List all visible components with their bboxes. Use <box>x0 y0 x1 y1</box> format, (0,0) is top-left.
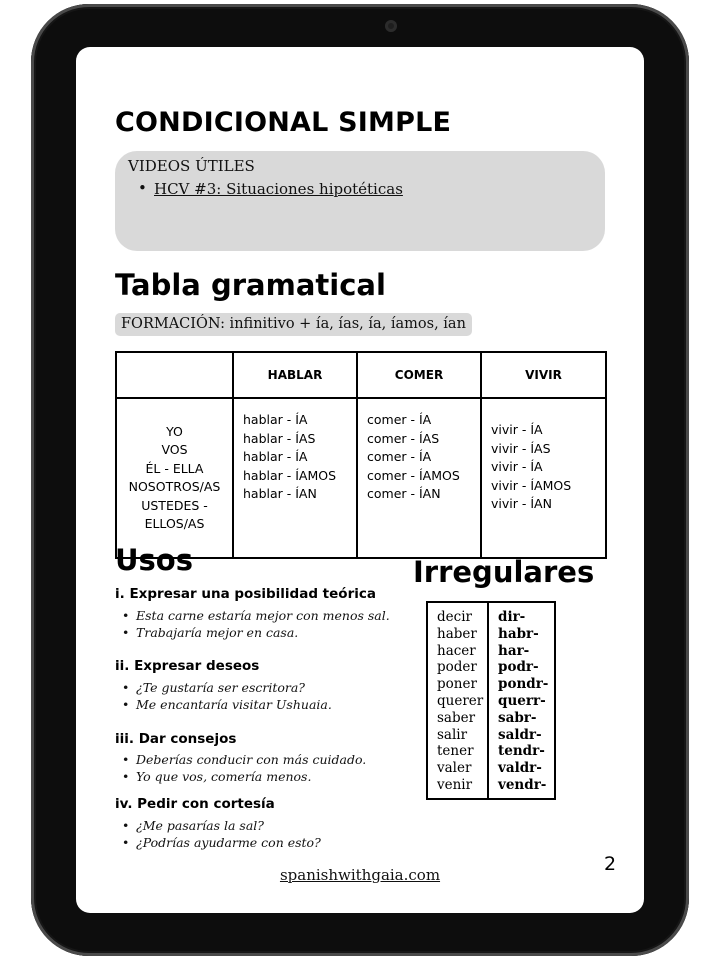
page-title: CONDICIONAL SIMPLE <box>115 107 452 138</box>
infinitive: poner <box>437 676 477 693</box>
irregular-stem: podr- <box>498 659 539 676</box>
infinitive: hacer <box>437 642 476 659</box>
example-text: Me encantaría visitar Ushuaia. <box>136 697 332 712</box>
video-link[interactable]: HCV #3: Situaciones hipotéticas <box>154 180 403 198</box>
page-number: 2 <box>604 853 617 875</box>
table-row <box>427 602 555 799</box>
irregular-stem: saldr- <box>498 726 542 743</box>
uso-example: • Deberías conducir con más cuidado. <box>122 752 367 767</box>
hablar-cell <box>233 398 357 558</box>
example-text: ¿Te gustaría ser escritora? <box>136 680 306 695</box>
example-text: Esta carne estaría mejor con menos sal. <box>136 608 390 623</box>
conjugation: comer - ÍAS <box>367 430 440 446</box>
pronoun: NOSOTROS/AS <box>128 479 221 494</box>
conjugation: vivir - ÍA <box>491 422 543 437</box>
infinitive: decir <box>437 609 472 625</box>
example-text: Yo que vos, comería menos. <box>136 769 312 784</box>
videos-heading: VIDEOS ÚTILES <box>128 157 255 175</box>
conjugation: hablar - ÍAS <box>243 430 316 446</box>
uso-heading: i. Expresar una posibilidad teórica <box>115 586 376 602</box>
header-hablar: HABLAR <box>233 352 357 398</box>
infinitive: salir <box>437 726 468 743</box>
conjugation: hablar - ÍA <box>243 449 308 464</box>
footer-link[interactable]: spanishwithgaia.com <box>279 866 441 884</box>
uso-example: • Yo que vos, comería menos. <box>122 769 312 784</box>
irregular-stem: vendr- <box>498 776 547 793</box>
conjugation: comer - ÍA <box>367 449 432 464</box>
example-text: Deberías conducir con más cuidado. <box>136 752 367 767</box>
formation-rule: FORMACIÓN: infinitivo + ía, ías, ía, íamos, ían <box>115 313 472 336</box>
bullet-icon: • <box>138 179 147 197</box>
pronoun: USTEDES - <box>141 497 208 513</box>
example-text: ¿Me pasarías la sal? <box>136 818 264 833</box>
comer-cell <box>357 398 481 558</box>
stems-column <box>488 602 555 799</box>
pronoun: YO <box>166 423 183 439</box>
infinitive: querer <box>437 692 484 709</box>
conjugation: vivir - ÍAS <box>491 440 551 456</box>
uso-heading: iii. Dar consejos <box>115 731 237 747</box>
conjugation: hablar - ÍAMOS <box>243 467 337 483</box>
conjugation: comer - ÍAMOS <box>367 467 460 483</box>
irregular-stem: valdr- <box>498 760 542 777</box>
irregular-stem: dir- <box>498 609 526 625</box>
vivir-cell <box>481 398 606 558</box>
uso-example: • ¿Podrías ayudarme con esto? <box>122 835 321 850</box>
usos-title: Usos <box>115 543 193 577</box>
conjugation: hablar - ÍAN <box>243 486 317 501</box>
pronoun: ÉL - ELLA <box>145 460 204 476</box>
irregulares-title: Irregulares <box>413 555 595 589</box>
uso-example: • Esta carne estaría mejor con menos sal. <box>122 608 390 623</box>
irregular-stem: querr- <box>498 692 546 709</box>
header-vivir: VIVIR <box>481 352 606 398</box>
conjugation: hablar - ÍA <box>243 412 308 427</box>
conjugation: vivir - ÍAMOS <box>491 477 572 493</box>
uso-example: • Me encantaría visitar Ushuaia. <box>122 697 332 712</box>
irregular-verbs-table <box>426 601 556 800</box>
pronouns-cell <box>116 398 233 558</box>
pronoun: VOS <box>161 442 188 457</box>
uso-heading: iv. Pedir con cortesía <box>115 796 275 812</box>
header-empty <box>116 352 233 398</box>
grammar-table <box>115 351 607 559</box>
infinitive: valer <box>437 760 472 777</box>
grammar-table-title: Tabla gramatical <box>115 268 386 302</box>
document-page <box>76 47 644 913</box>
table-header-row <box>116 352 606 398</box>
infinitive: saber <box>437 709 476 726</box>
example-text: ¿Podrías ayudarme con esto? <box>136 835 321 850</box>
irregular-stem: tendr- <box>498 743 545 760</box>
irregular-stem: habr- <box>498 625 539 642</box>
videos-box <box>115 151 605 251</box>
irregular-stem: pondr- <box>498 676 549 693</box>
camera-icon <box>385 20 397 32</box>
irregular-stem: sabr- <box>498 709 537 726</box>
uso-example: • ¿Me pasarías la sal? <box>122 818 264 833</box>
infinitive: poder <box>437 659 477 676</box>
infinitive: venir <box>437 776 473 793</box>
uso-heading: ii. Expresar deseos <box>115 658 260 674</box>
infinitive: haber <box>437 625 477 642</box>
uso-example: • Trabajaría mejor en casa. <box>122 625 299 640</box>
example-text: Trabajaría mejor en casa. <box>136 625 299 640</box>
infinitives-column <box>427 602 488 799</box>
infinitive: tener <box>437 743 474 760</box>
pronoun: ELLOS/AS <box>144 516 205 531</box>
conjugation: vivir - ÍAN <box>491 496 552 511</box>
uso-example: • ¿Te gustaría ser escritora? <box>122 680 306 695</box>
header-comer: COMER <box>357 352 481 398</box>
conjugation: vivir - ÍA <box>491 459 543 474</box>
conjugation: comer - ÍA <box>367 412 432 427</box>
table-row <box>116 398 606 558</box>
conjugation: comer - ÍAN <box>367 486 441 501</box>
irregular-stem: har- <box>498 642 530 659</box>
